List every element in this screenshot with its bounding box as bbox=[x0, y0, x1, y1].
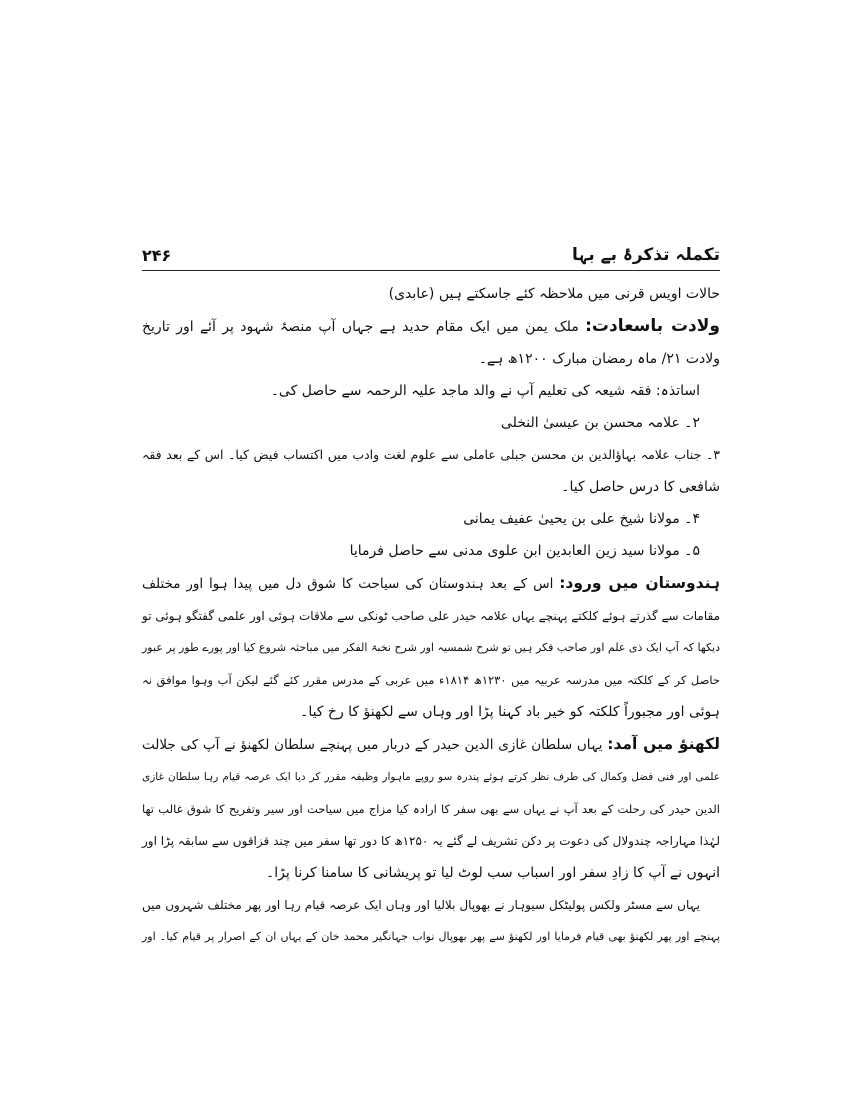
header-rule bbox=[142, 270, 720, 271]
paragraph-lucknow-line bbox=[142, 728, 720, 761]
text-line: شافعی کا درس حاصل کیا۔ bbox=[561, 479, 720, 495]
text-line: علمی اور فنی فضل وکمال کی طرف نظر کرتے ہوئے پندرہ سو روپے ماہوار وظیفہ مقرر کر دیا ایک عرصہ قیام رہا سلطان غازی bbox=[142, 771, 720, 783]
section-heading-lucknow: لکھنؤ میں آمد: bbox=[607, 735, 720, 753]
page-header bbox=[142, 244, 720, 268]
section-heading-india: ہندوستان میں ورود: bbox=[559, 574, 720, 592]
running-head: تکملہ تذکرۂ بے بہا bbox=[571, 245, 720, 265]
text-line: دیکھا کہ آپ ایک ذی علم اور صاحب فکر ہیں تو شرح شمسیہ اور شرح نخبۃ الفکر میں مباحثہ شروع کیا اور پورے طور پر عبور bbox=[142, 641, 720, 654]
section-heading-birth: ولادت باسعادت: bbox=[585, 316, 721, 336]
text-line: مقامات سے گذرتے ہوئے کلکتے پہنچے یہاں علامہ حیدر علی صاحب ٹونکی سے ملاقات ہوئی اور علمی گفتگو ہوئی تو bbox=[142, 609, 720, 623]
teacher-line: ۲۔ علامہ محسن بن عیسیٰ النخلی bbox=[500, 415, 700, 431]
teacher-line: ۳۔ جناب علامہ بہاؤالدین بن محسن جبلی عاملی سے علوم لغت وادب میں اکتساب فیض کیا۔ اس کے بعد فقہ bbox=[142, 447, 720, 462]
text-line: انہوں نے آپ کا زادِ سفر اور اسباب سب لوٹ لیا تو پریشانی کا سامنا کرنا پڑا۔ bbox=[266, 865, 720, 881]
text-line: ولادت ۲۱/ ماہ رمضان مبارک ۱۲۰۰ھ ہے۔ bbox=[478, 351, 720, 367]
text-span: اس کے بعد ہندوستان کی سیاحت کا شوق دل میں پیدا ہوا اور مختلف bbox=[142, 576, 560, 592]
body-text bbox=[142, 278, 720, 953]
text-line: الدین حیدر کی رحلت کے بعد آپ نے یہاں سے بھی سفر کا ارادہ کیا مزاج میں سیاحت اور سیر وتفریح کا شوق غالب تھا bbox=[142, 802, 720, 816]
teacher-line: ۵۔ مولانا سید زین العابدین ابن علوی مدنی سے حاصل فرمایا bbox=[349, 543, 700, 559]
paragraph-india-line bbox=[142, 567, 720, 600]
text-span: ملک یمن میں ایک مقام حدید ہے جہاں آپ منصۂ شہود پر آئے اور تاریخ bbox=[142, 319, 586, 335]
paragraph-birth-line bbox=[142, 310, 720, 343]
text-span: یہاں سلطان غازی الدین حیدر کے دربار میں پہنچے سلطان لکھنؤ نے آپ کی جلالت bbox=[142, 737, 608, 753]
teacher-line: ۴۔ مولانا شیخ علی بن یحییٰ عفیف یمانی bbox=[463, 511, 700, 527]
text-line: حاصل کر کے کلکتہ میں مدرسہ عربیہ میں ۱۲۳۰ھ ۱۸۱۴ء میں عربی کے مدرس مقرر کئے گئے لیکن آب وہوا موافق نہ bbox=[142, 673, 721, 687]
teacher-line: اساتذہ: فقہ شیعہ کی تعلیم آپ نے والد ماجد علیہ الرحمہ سے حاصل کی۔ bbox=[270, 383, 700, 399]
text-line: لہٰذا مہاراجہ چندولال کی دعوت پر دکن تشریف لے گئے یہ ۱۲۵۰ھ کا دور تھا سفر میں چند قزاقوں سے سابقہ پڑا اور bbox=[142, 834, 720, 848]
page-number: ۲۴۶ bbox=[142, 246, 172, 265]
text-line: ہوئی اور مجبوراً کلکتہ کو خیر باد کہنا پڑا اور وہاں سے لکھنؤ کا رخ کیا۔ bbox=[300, 704, 720, 720]
text-line: یہاں سے مسٹر ولکس پولیٹکل سیوہار نے بھوپال بلالیا اور وہاں ایک عرصہ قیام رہا اور پھر مختلف شہروں میں bbox=[142, 898, 700, 912]
text-line: پہنچے اور پھر لکھنؤ بھی قیام فرمایا اور لکھنؤ سے پھر بھوپال نواب جہانگیر محمد خان کے یہاں ان کے اصرار پر قیام کیا۔ اور bbox=[142, 930, 720, 943]
text-line: حالات اویس قرنی میں ملاحظہ کئے جاسکتے ہیں (عابدی) bbox=[388, 286, 720, 302]
